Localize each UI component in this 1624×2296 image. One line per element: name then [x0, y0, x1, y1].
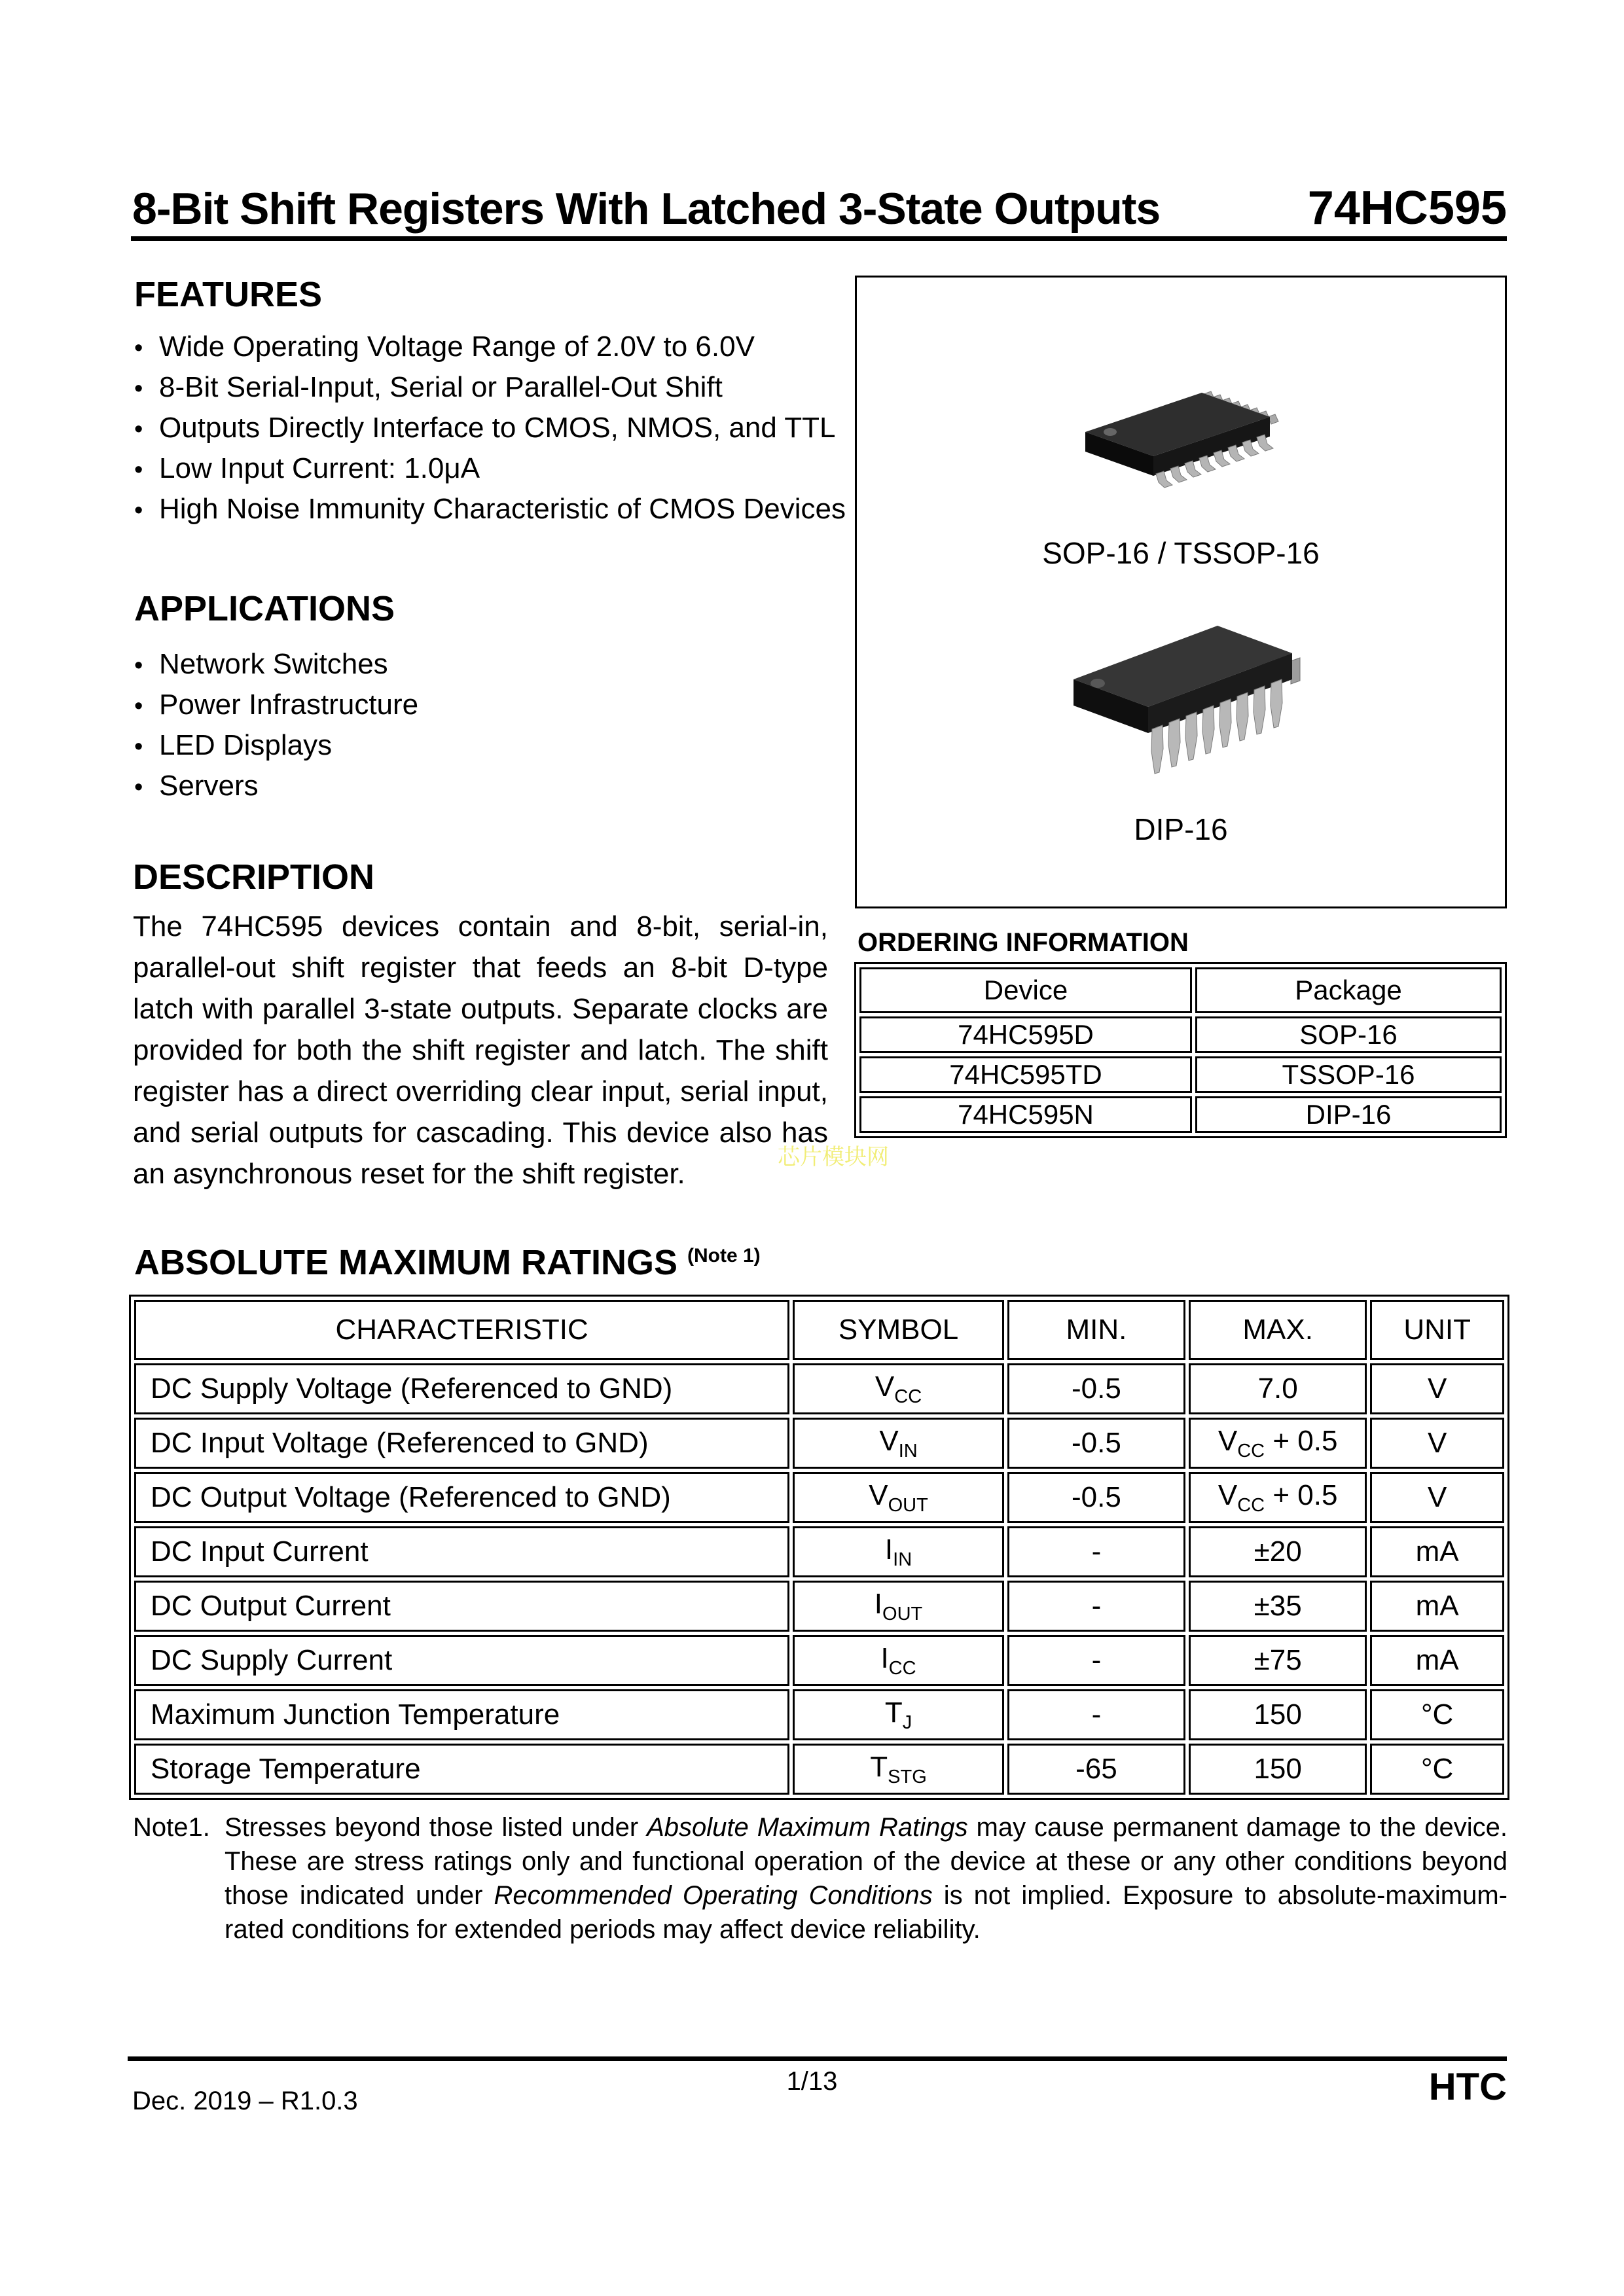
absmax-cell: DC Output Voltage (Referenced to GND): [134, 1472, 789, 1523]
description-heading: DESCRIPTION: [133, 857, 375, 897]
absmax-cell: DC Input Current: [134, 1526, 789, 1577]
ordering-information-table: [854, 962, 1507, 1138]
absmax-col-symbol: SYMBOL: [793, 1300, 1004, 1360]
feature-item: • Outputs Directly Interface to CMOS, NMOS, and TTL: [134, 408, 846, 449]
absmax-row: [134, 1635, 1504, 1686]
absmax-cell: 150: [1189, 1744, 1367, 1795]
ordering-row: [859, 1056, 1502, 1093]
absmax-cell: V: [1370, 1472, 1504, 1523]
application-item: • Network Switches: [134, 645, 418, 685]
absmax-cell: mA: [1370, 1581, 1504, 1632]
absmax-row: [134, 1689, 1504, 1740]
absmax-cell: °C: [1370, 1689, 1504, 1740]
ordering-cell: 74HC595D: [859, 1016, 1192, 1053]
absmax-cell: V: [1370, 1363, 1504, 1414]
absmax-cell: -65: [1007, 1744, 1185, 1795]
absmax-cell: -: [1007, 1635, 1185, 1686]
watermark: 芯片模块网: [778, 1145, 889, 1170]
absmax-cell: DC Supply Voltage (Referenced to GND): [134, 1363, 789, 1414]
note-text: Stresses beyond those listed under Absolute Maximum Ratings may cause permanent damage to the device. These are stress ratings only and functional operation of the device at these or any other conditions beyond those indicated under Recommended Operating Conditions is not implied. Exposure to absolute-maximum-rated conditions for extended periods may affect device reliability.: [225, 1813, 1507, 1944]
absmax-cell: ±35: [1189, 1581, 1367, 1632]
absmax-col-characteristic: CHARACTERISTIC: [134, 1300, 789, 1360]
absmax-row: [134, 1744, 1504, 1795]
ordering-header-row: [859, 967, 1502, 1013]
absmax-cell: 7.0: [1189, 1363, 1367, 1414]
absmax-cell: Maximum Junction Temperature: [134, 1689, 789, 1740]
absmax-row: [134, 1418, 1504, 1469]
absmax-cell: $I_{IN}$: [793, 1526, 1004, 1577]
absmax-col-min: MIN.: [1007, 1300, 1185, 1360]
note-block: [133, 1810, 1507, 1946]
sop16-label: SOP-16 / TSSOP-16: [1042, 536, 1320, 570]
ordering-information-heading: ORDERING INFORMATION: [857, 928, 1189, 957]
absmax-row: [134, 1363, 1504, 1414]
ordering-cell: SOP-16: [1195, 1016, 1502, 1053]
dip16-label: DIP-16: [1134, 812, 1228, 846]
feature-item: • 8-Bit Serial-Input, Serial or Parallel-Out Shift: [134, 368, 846, 408]
applications-heading: APPLICATIONS: [134, 589, 395, 628]
absmax-cell: $T_J$: [793, 1689, 1004, 1740]
features-heading: FEATURES: [134, 275, 323, 314]
absmax-cell: mA: [1370, 1635, 1504, 1686]
absmax-cell: ±20: [1189, 1526, 1367, 1577]
feature-item: • Wide Operating Voltage Range of 2.0V to 6.0V: [134, 327, 846, 368]
footer-logo: HTC: [1428, 2066, 1507, 2108]
ordering-cell: 74HC595N: [859, 1096, 1192, 1133]
ordering-cell: DIP-16: [1195, 1096, 1502, 1133]
absmax-row: [134, 1526, 1504, 1577]
ordering-row: [859, 1016, 1502, 1053]
footer-revision: Dec. 2019 – R1.0.3: [132, 2087, 358, 2115]
absmax-cell: $V_{IN}$: [793, 1418, 1004, 1469]
application-item: • Servers: [134, 766, 418, 807]
absmax-cell: $V_{CC} + 0.5$: [1189, 1418, 1367, 1469]
page-title: 8-Bit Shift Registers With Latched 3-State Outputs: [132, 184, 1161, 234]
absolute-maximum-ratings-heading: [134, 1245, 761, 1280]
ordering-cell: 74HC595TD: [859, 1056, 1192, 1093]
description-text: The 74HC595 devices contain and 8-bit, serial-in, parallel-out shift register that feeds an 8-bit D-type latch with parallel 3-state outputs. Separate clocks are provided for both the shift register and latch. The shift register has a direct overriding clear input, serial input, and serial outputs for cascading. This device also has an asynchronous reset for the shift register.: [133, 910, 828, 1190]
absmax-col-max: MAX.: [1189, 1300, 1367, 1360]
sop16-package-image: [1072, 380, 1282, 511]
absmax-cell: mA: [1370, 1526, 1504, 1577]
page-number: 1/13: [786, 2067, 838, 2096]
absmax-cell: V: [1370, 1418, 1504, 1469]
absmax-cell: -0.5: [1007, 1418, 1185, 1469]
absmax-cell: -: [1007, 1526, 1185, 1577]
application-item: • Power Infrastructure: [134, 685, 418, 726]
absmax-cell: $V_{CC}$: [793, 1363, 1004, 1414]
part-number: 74HC595: [1307, 182, 1507, 234]
header-rule: [131, 236, 1507, 241]
absmax-row: [134, 1472, 1504, 1523]
absmax-heading-text: ABSOLUTE MAXIMUM RATINGS: [134, 1243, 677, 1282]
absmax-cell: $I_{OUT}$: [793, 1581, 1004, 1632]
absmax-cell: -: [1007, 1689, 1185, 1740]
note-label: Note1.: [133, 1813, 210, 1842]
absmax-cell: 150: [1189, 1689, 1367, 1740]
absmax-cell: $V_{CC} + 0.5$: [1189, 1472, 1367, 1523]
absmax-cell: Storage Temperature: [134, 1744, 789, 1795]
absmax-cell: $T_{STG}$: [793, 1744, 1004, 1795]
footer-rule: [128, 2056, 1507, 2061]
applications-list: [134, 645, 418, 807]
absmax-cell: DC Input Voltage (Referenced to GND): [134, 1418, 789, 1469]
absmax-cell: DC Output Current: [134, 1581, 789, 1632]
absmax-cell: -0.5: [1007, 1472, 1185, 1523]
ordering-row: [859, 1096, 1502, 1133]
absmax-col-unit: UNIT: [1370, 1300, 1504, 1360]
absmax-header-row: [134, 1300, 1504, 1360]
ordering-col-package: Package: [1195, 967, 1502, 1013]
absmax-cell: $V_{OUT}$: [793, 1472, 1004, 1523]
features-list: [134, 327, 846, 530]
absmax-cell: $I_{CC}$: [793, 1635, 1004, 1686]
absmax-note-ref: (Note 1): [687, 1245, 761, 1266]
absmax-cell: -: [1007, 1581, 1185, 1632]
absmax-cell: DC Supply Current: [134, 1635, 789, 1686]
application-item: • LED Displays: [134, 726, 418, 766]
absmax-cell: -0.5: [1007, 1363, 1185, 1414]
feature-item: • High Noise Immunity Characteristic of CMOS Devices: [134, 490, 846, 530]
header: [132, 182, 1507, 234]
absolute-maximum-ratings-table: [129, 1295, 1509, 1800]
ordering-cell: TSSOP-16: [1195, 1056, 1502, 1093]
absmax-cell: °C: [1370, 1744, 1504, 1795]
absmax-row: [134, 1581, 1504, 1632]
dip16-package-image: [1062, 614, 1304, 810]
feature-item: • Low Input Current: 1.0μA: [134, 449, 846, 490]
ordering-col-device: Device: [859, 967, 1192, 1013]
absmax-cell: ±75: [1189, 1635, 1367, 1686]
